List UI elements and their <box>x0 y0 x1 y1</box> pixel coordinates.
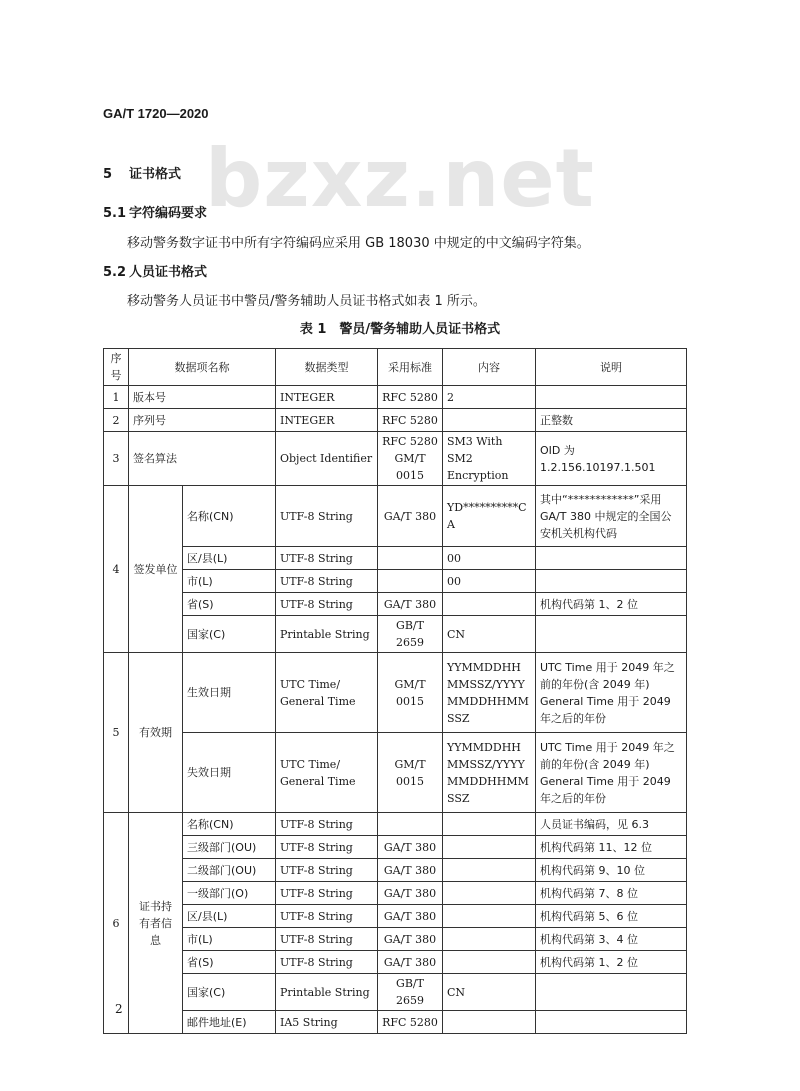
note: 机构代码第 11、12 位 <box>536 836 687 859</box>
table-caption: 表 1 警员/警务辅助人员证书格式 <box>299 322 501 337</box>
data-type: UTF-8 String <box>276 928 378 951</box>
note: 机构代码第 7、8 位 <box>536 882 687 905</box>
data-type: UTF-8 String <box>276 951 378 974</box>
table-row <box>104 928 687 951</box>
data-type: UTF-8 String <box>276 882 378 905</box>
table-row <box>104 974 687 1011</box>
note: 机构代码第 3、4 位 <box>536 928 687 951</box>
table-row <box>104 570 687 593</box>
content <box>443 593 536 616</box>
content: YYMMDDHHMMSSZ/YYYYMMDDHHMMSSZ <box>443 733 536 813</box>
header-cell: 数据类型 <box>276 349 378 386</box>
standard <box>378 813 443 836</box>
section-5-1-heading <box>103 202 207 221</box>
table-row <box>104 593 687 616</box>
standard: GM/T 0015 <box>378 653 443 733</box>
data-type: INTEGER <box>276 386 378 409</box>
field-name: 省(S) <box>183 593 276 616</box>
standard: GA/T 380 <box>378 928 443 951</box>
content: YD**********CA <box>443 486 536 547</box>
standard <box>378 570 443 593</box>
data-type: UTF-8 String <box>276 547 378 570</box>
data-type: UTF-8 String <box>276 813 378 836</box>
data-type: IA5 String <box>276 1011 378 1034</box>
section-title: 证书格式 <box>129 167 182 182</box>
standard: RFC 5280 <box>378 409 443 432</box>
data-type: INTEGER <box>276 409 378 432</box>
header-cell: 序号 <box>104 349 129 386</box>
section-number: 5 <box>103 167 113 182</box>
section-title: 人员证书格式 <box>129 265 208 280</box>
content <box>443 836 536 859</box>
note <box>536 386 687 409</box>
header-cell: 采用标准 <box>378 349 443 386</box>
data-type: Object Identifier <box>276 432 378 486</box>
table-row <box>104 905 687 928</box>
data-type: Printable String <box>276 616 378 653</box>
row-number: 1 <box>104 386 129 409</box>
row-number: 2 <box>104 409 129 432</box>
note: UTC Time 用于 2049 年之前的年份(含 2049 年) General Time 用于 2049 年之后的年份 <box>536 733 687 813</box>
field-name: 版本号 <box>129 386 276 409</box>
content: 2 <box>443 386 536 409</box>
table-row <box>104 882 687 905</box>
document-code-header: GA/T 1720—2020 <box>103 106 209 121</box>
note: UTC Time 用于 2049 年之前的年份(含 2049 年) General Time 用于 2049 年之后的年份 <box>536 653 687 733</box>
field-name: 区/县(L) <box>183 547 276 570</box>
field-name: 国家(C) <box>183 974 276 1011</box>
content: 00 <box>443 570 536 593</box>
data-type: Printable String <box>276 974 378 1011</box>
field-name: 失效日期 <box>183 733 276 813</box>
table-row <box>104 836 687 859</box>
table-row <box>104 386 687 409</box>
section-5-heading <box>103 163 181 182</box>
section-number: 5.1 <box>103 206 127 221</box>
note: 机构代码第 5、6 位 <box>536 905 687 928</box>
field-name: 市(L) <box>183 928 276 951</box>
note: OID 为 1.2.156.10197.1.501 <box>536 432 687 486</box>
row-number: 4 <box>104 486 129 653</box>
note: 其中“************”采用 GA/T 380 中规定的全国公安机关机构代码 <box>536 486 687 547</box>
table-row <box>104 653 687 733</box>
data-type: UTF-8 String <box>276 859 378 882</box>
section-5-2-heading <box>103 261 207 280</box>
row-number: 6 <box>104 813 129 1034</box>
content <box>443 859 536 882</box>
content: 00 <box>443 547 536 570</box>
field-name: 三级部门(OU) <box>183 836 276 859</box>
table-row <box>104 432 687 486</box>
data-type: UTF-8 String <box>276 570 378 593</box>
section-title: 字符编码要求 <box>129 206 208 221</box>
section-5-2-paragraph: 移动警务人员证书中警员/警务辅助人员证书格式如表 1 所示。 <box>127 294 486 309</box>
field-name: 序列号 <box>129 409 276 432</box>
standard: GA/T 380 <box>378 882 443 905</box>
standard: RFC 5280 <box>378 386 443 409</box>
content <box>443 1011 536 1034</box>
content: SM3 With SM2 Encryption <box>443 432 536 486</box>
table-row <box>104 409 687 432</box>
field-name: 一级部门(O) <box>183 882 276 905</box>
field-name: 名称(CN) <box>183 486 276 547</box>
field-name: 名称(CN) <box>183 813 276 836</box>
standard: RFC 5280 GM/T 0015 <box>378 432 443 486</box>
field-name: 省(S) <box>183 951 276 974</box>
note <box>536 974 687 1011</box>
standard: GA/T 380 <box>378 593 443 616</box>
content <box>443 951 536 974</box>
content <box>443 928 536 951</box>
table-row <box>104 616 687 653</box>
table-row <box>104 813 687 836</box>
row-number: 3 <box>104 432 129 486</box>
note: 机构代码第 1、2 位 <box>536 593 687 616</box>
note: 机构代码第 9、10 位 <box>536 859 687 882</box>
data-type: UTF-8 String <box>276 593 378 616</box>
content <box>443 882 536 905</box>
standard: GA/T 380 <box>378 836 443 859</box>
content: CN <box>443 616 536 653</box>
standard: GA/T 380 <box>378 859 443 882</box>
content: YYMMDDHHMMSSZ/YYYYMMDDHHMMSSZ <box>443 653 536 733</box>
note <box>536 1011 687 1034</box>
standard: GM/T 0015 <box>378 733 443 813</box>
watermark: bzxz.net <box>205 132 595 225</box>
standard: GA/T 380 <box>378 486 443 547</box>
data-type: UTF-8 String <box>276 836 378 859</box>
note <box>536 570 687 593</box>
standard: GA/T 380 <box>378 951 443 974</box>
group-name: 有效期 <box>129 653 183 813</box>
note <box>536 547 687 570</box>
standard: GA/T 380 <box>378 905 443 928</box>
standard <box>378 547 443 570</box>
content <box>443 905 536 928</box>
field-name: 国家(C) <box>183 616 276 653</box>
field-name: 二级部门(OU) <box>183 859 276 882</box>
field-name: 区/县(L) <box>183 905 276 928</box>
row-number: 5 <box>104 653 129 813</box>
table-header-row <box>104 349 687 386</box>
certificate-format-table <box>103 348 687 1034</box>
data-type: UTF-8 String <box>276 905 378 928</box>
content: CN <box>443 974 536 1011</box>
standard: GB/T 2659 <box>378 616 443 653</box>
header-cell: 内容 <box>443 349 536 386</box>
content <box>443 813 536 836</box>
field-name: 生效日期 <box>183 653 276 733</box>
table-row <box>104 1011 687 1034</box>
section-5-1-paragraph: 移动警务数字证书中所有字符编码应采用 GB 18030 中规定的中文编码字符集。 <box>127 236 590 251</box>
content <box>443 409 536 432</box>
standard: RFC 5280 <box>378 1011 443 1034</box>
group-name: 证书持有者信息 <box>129 813 183 1034</box>
field-name: 签名算法 <box>129 432 276 486</box>
data-type: UTC Time/ General Time <box>276 733 378 813</box>
data-type: UTC Time/ General Time <box>276 653 378 733</box>
section-number: 5.2 <box>103 265 127 280</box>
note: 机构代码第 1、2 位 <box>536 951 687 974</box>
header-cell: 说明 <box>536 349 687 386</box>
table-row <box>104 733 687 813</box>
header-cell: 数据项名称 <box>129 349 276 386</box>
note <box>536 616 687 653</box>
table-row <box>104 951 687 974</box>
field-name: 市(L) <box>183 570 276 593</box>
table-row <box>104 547 687 570</box>
page-number: 2 <box>115 1002 123 1016</box>
note: 人员证书编码，见 6.3 <box>536 813 687 836</box>
table-row <box>104 486 687 547</box>
table-row <box>104 859 687 882</box>
note: 正整数 <box>536 409 687 432</box>
group-name: 签发单位 <box>129 486 183 653</box>
standard: GB/T 2659 <box>378 974 443 1011</box>
data-type: UTF-8 String <box>276 486 378 547</box>
field-name: 邮件地址(E) <box>183 1011 276 1034</box>
